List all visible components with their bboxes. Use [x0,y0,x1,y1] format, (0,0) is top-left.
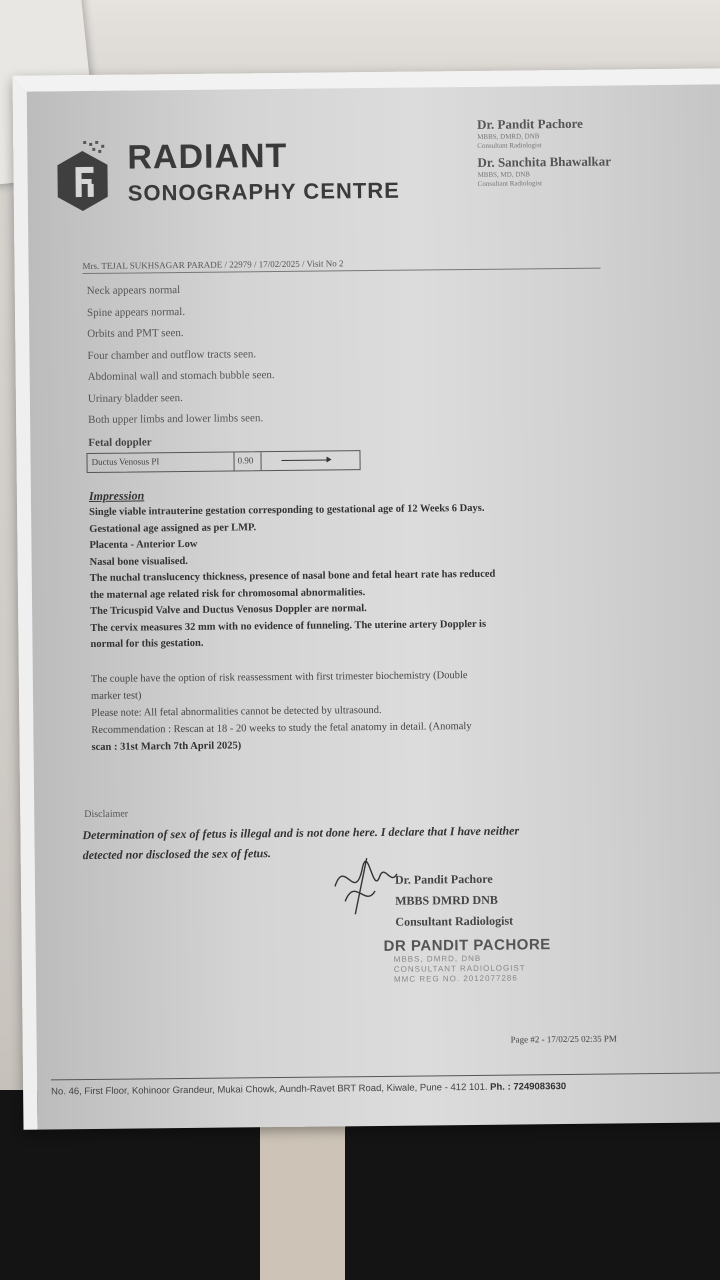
signatory-block [395,869,513,933]
notes-section [91,666,612,756]
disclaimer-label: Disclaimer [84,808,129,821]
doctor-name: Dr. Sanchita Bhawalkar [477,153,612,170]
finding-item: Four chamber and outflow tracts seen. [87,347,257,362]
doctor-role: Consultant Radiologist [477,179,543,188]
disclaimer-line: detected nor disclosed the sex of fetus. [82,846,272,863]
impression-line: Placenta - Anterior Low [89,538,198,551]
findings-list [87,283,276,435]
signatory-name: Dr. Pandit Pachore [394,871,493,887]
finding-item: Abdominal wall and stomach bubble seen. [87,369,275,383]
impression-line: The cervix measures 32 mm with no evidence of funneling. The uterine artery Doppler is [90,618,487,634]
brand-subtitle: SONOGRAPHY CENTRE [127,177,400,206]
doctor-name: Dr. Pandit Pachore [476,115,583,132]
fetal-doppler-heading: Fetal doppler [88,436,152,449]
impression-line: the maternal age related risk for chromosomal abnormalities. [89,586,366,601]
footer-phone: 7249083630 [513,1081,567,1093]
stamp-title: CONSULTANT RADIOLOGIST [393,963,526,974]
recommendation: Recommendation : Rescan at 18 - 20 weeks to study the fetal anatomy in detail. (Anomaly [91,720,472,736]
finding-item: Both upper limbs and lower limbs seen. [88,412,264,426]
doctor-entry [477,115,677,151]
report-sheet [13,68,720,1129]
footer-address-text: No. 46, First Floor, Kohinoor Grandeur, Mukai Chowk, Aundh-Ravet BRT Road, Kiwale, Pune - 412 101. [51,1081,488,1098]
doctor-qualification: MBBS, DMRD, DNB [477,132,540,141]
impression-line: The nuchal translucency thickness, presence of nasal bone and fetal heart rate has reduced [89,568,496,584]
page-info: Page #2 - 17/02/25 02:35 PM [510,1033,617,1045]
doppler-value-cell: 0.90 [234,452,261,470]
impression-line: Single viable intrauterine gestation corresponding to gestational age of 12 Weeks 6 Days. [89,502,485,518]
risk-note: The couple have the option of risk reassessment with first trimester biochemistry (Double [90,670,468,685]
fetal-doppler-table [86,450,360,473]
footer-address [51,1072,720,1097]
finding-item: Neck appears normal [86,284,181,298]
signature-scribble [325,846,406,917]
stamp-reg-no: MMC REG NO. 2012077286 [393,973,518,984]
signatory-title: Consultant Radiologist [395,913,514,929]
radiant-logo-icon [53,141,112,216]
impression-list [89,499,621,653]
doctor-role: Consultant Radiologist [477,141,542,150]
doppler-arrow-cell [261,451,359,470]
patient-info-line: Mrs. TEJAL SUKHSAGAR PARADE / 22979 / 17/02/2025 / Visit No 2 [82,256,600,274]
doctor-entry [477,153,677,189]
risk-note-cont: marker test) [90,690,142,702]
finding-item: Urinary bladder seen. [87,391,183,405]
recommendation-cont: scan : 31st March 7th April 2025) [91,740,242,753]
detection-note: Please note: All fetal abnormalities cannot be detected by ultrasound. [91,704,382,719]
impression-line: The Tricuspid Valve and Ductus Venosus Doppler are normal. [90,603,367,617]
impression-line: Nasal bone visualised. [89,555,188,568]
disclaimer-line: Determination of sex of fetus is illegal and is not done here. I declare that I have neither [82,823,520,843]
finding-item: Orbits and PMT seen. [87,326,184,340]
footer-phone-label: Ph. : [490,1081,511,1093]
doctor-stamp [384,936,552,985]
arrow-icon [282,459,330,461]
finding-item: Spine appears normal. [86,305,186,319]
doctor-qualification: MBBS, MD, DNB [477,170,531,179]
stamp-name: DR PANDIT PACHORE [383,936,551,955]
impression-line: normal for this gestation. [90,637,204,650]
doctor-list [477,111,678,189]
brand-name: RADIANT [127,136,288,177]
impression-heading: Impression [88,488,145,503]
stamp-degree: MBBS, DMRD, DNB [393,953,482,964]
doppler-label-cell: Ductus Venosus PI [87,452,234,472]
signatory-degree: MBBS DMRD DNB [395,892,498,908]
impression-line: Gestational age assigned as per LMP. [89,521,257,535]
